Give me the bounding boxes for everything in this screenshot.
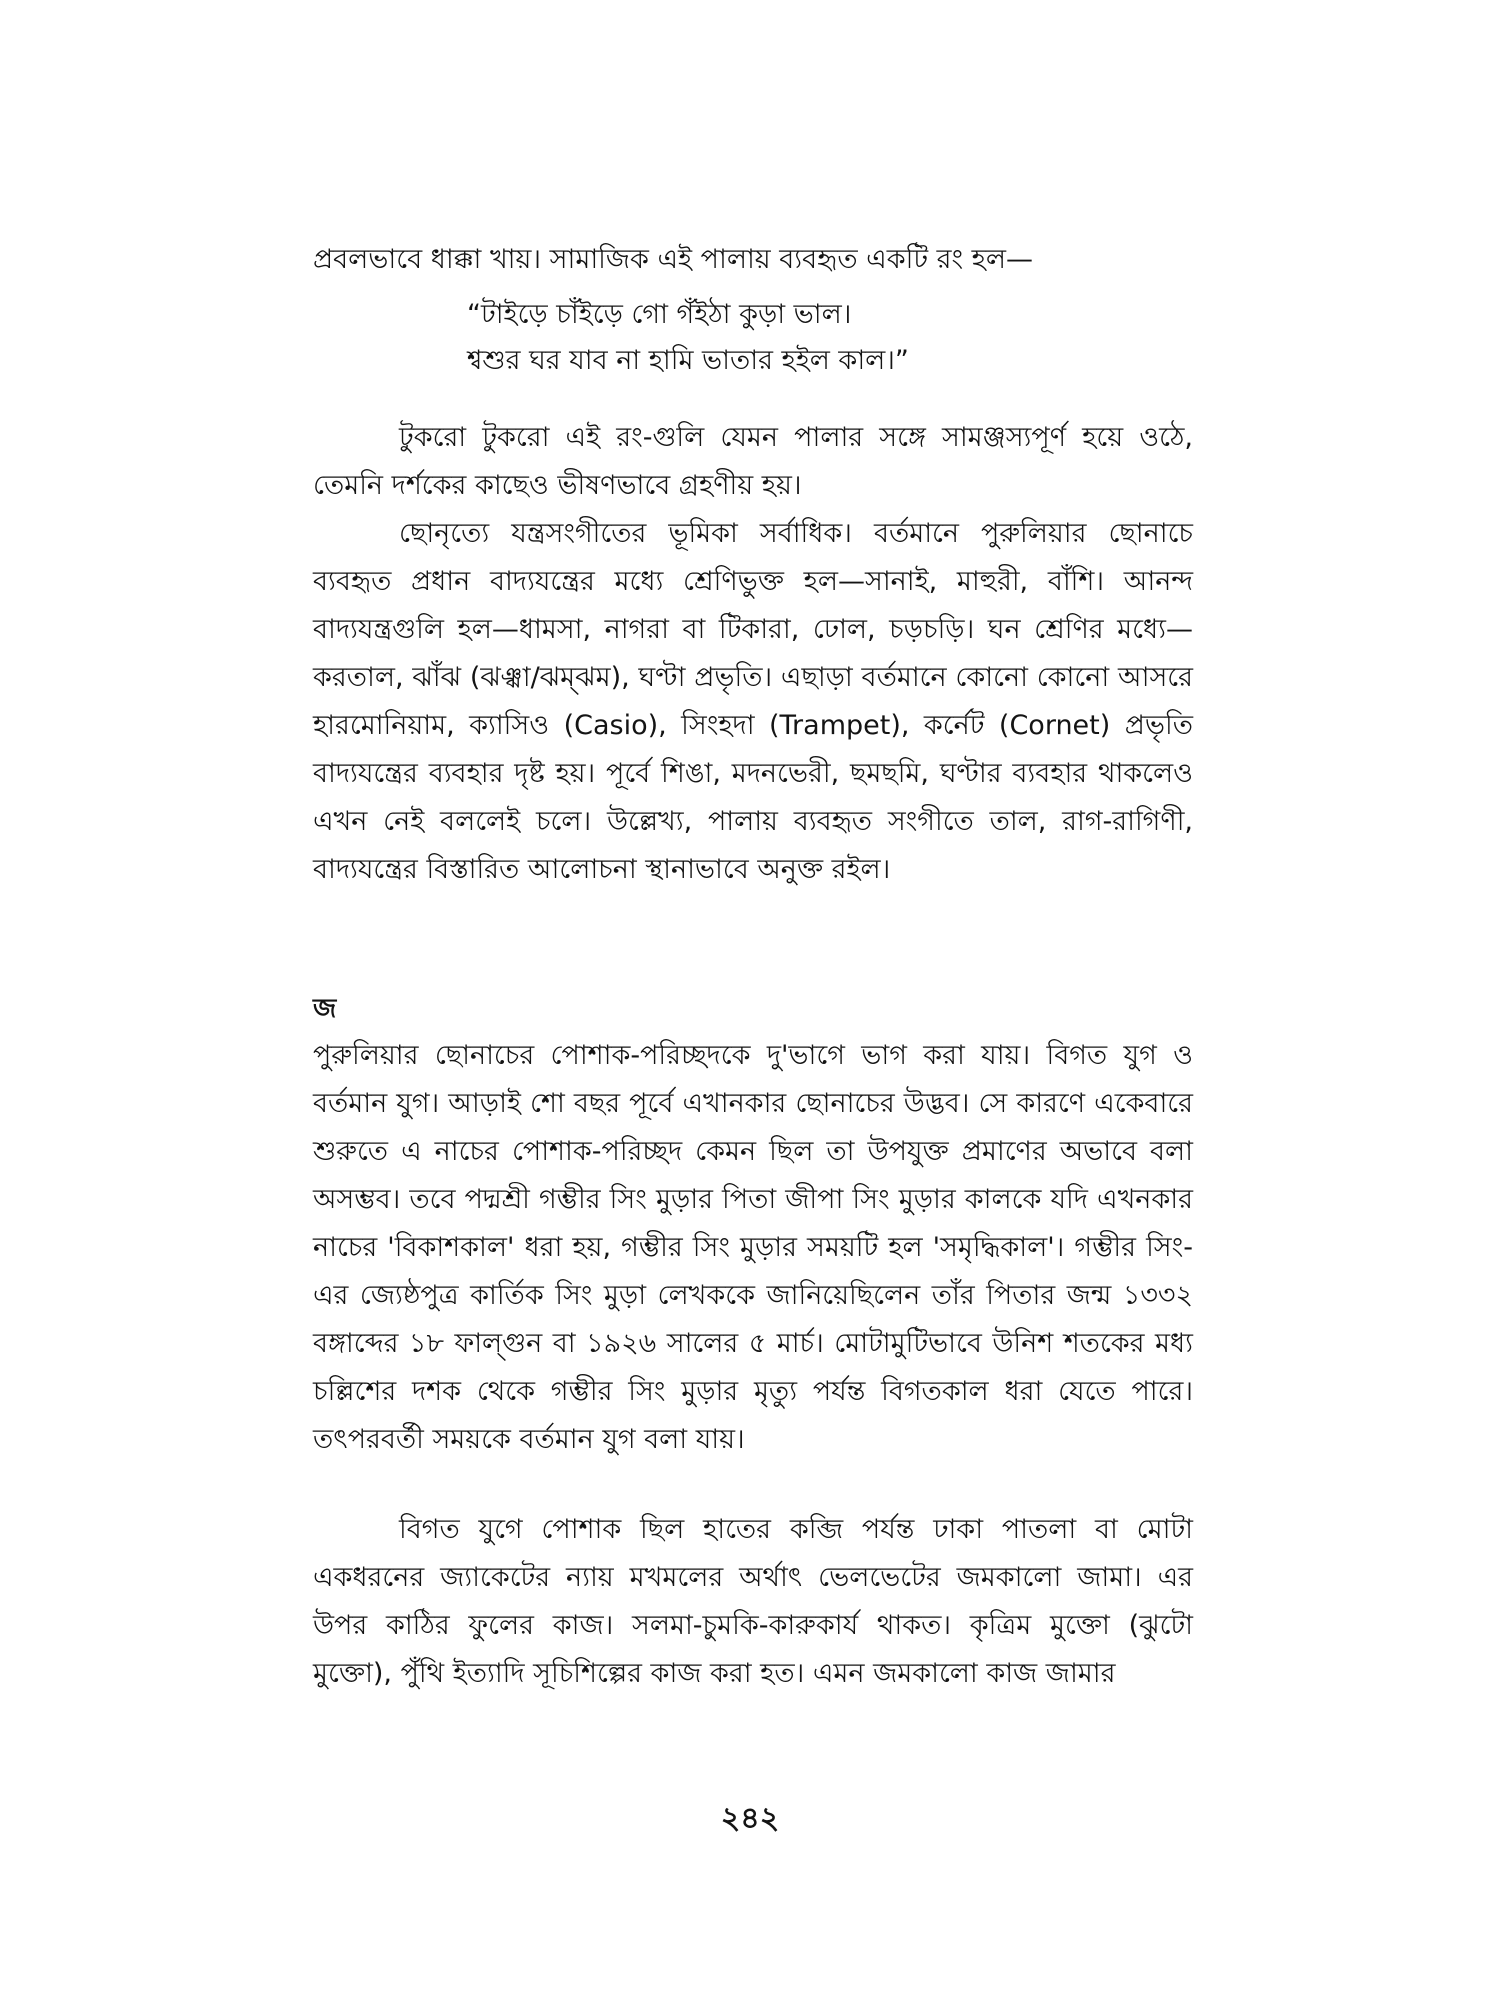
page-number: ২৪২ <box>720 1801 780 1836</box>
verse-quote <box>467 292 1167 384</box>
paragraph-rang: টুকরো টুকরো এই রং-গুলি যেমন পালার সঙ্গে সামঞ্জস্যপূর্ণ হয়ে ওঠে, তেমনি দর্শকের কাছেও ভীষণভাবে গ্রহণীয় হয়। <box>313 422 1193 501</box>
section-heading-letter: জ <box>313 994 337 1024</box>
paragraph-music: ছোনৃত্যে যন্ত্রসংগীতের ভূমিকা সর্বাধিক। বর্তমানে পুরুলিয়ার ছোনাচে ব্যবহৃত প্রধান বাদ্যযন্ত্রের মধ্যে শ্রেণিভুক্ত হল—সানাই, মাহুরী, বাঁশি। আনন্দ বাদ্যযন্ত্রগুলি হল—ধামসা, নাগরা বা টিকারা, ঢোল, চড়চড়ি। ঘন শ্রেণির মধ্যে—করতাল, ঝাঁঝ (ঝঞ্ঝা/ঝম্‌ঝম), ঘণ্টা প্রভৃতি। এছাড়া বর্তমানে কোনো কোনো আসরে হারমোনিয়াম, ক্যাসিও (Casio), সিংহদা (Trampet), কর্নেট (Cornet) প্রভৃতি বাদ্যযন্ত্রের ব্যবহার দৃষ্ট হয়। পূর্বে শিঙা, মদনভেরী, ছমছমি, ঘণ্টার ব্যবহার থাকলেও এখন নেই বললেই চলে। উল্লেখ্য, পালায় ব্যবহৃত সংগীতে তাল, রাগ-রাগিণী, বাদ্যযন্ত্রের বিস্তারিত আলোচনা স্থানাভাবে অনুক্ত রইল। <box>313 518 1193 885</box>
verse-line-2: শ্বশুর ঘর যাব না হামি ভাতার হইল কাল।” <box>467 345 909 376</box>
opening-line: প্রবলভাবে ধাক্কা খায়। সামাজিক এই পালায় ব্যবহৃত একটি রং হল— <box>313 244 1033 275</box>
paragraph-past-era: বিগত যুগে পোশাক ছিল হাতের কব্জি পর্যন্ত ঢাকা পাতলা বা মোটা একধরনের জ্যাকেটের ন্যায় মখমলের অর্থাৎ ভেলভেটের জমকালো জামা। এর উপর কাঠির ফুলের কাজ। সলমা-চুমকি-কারুকার্য থাকত। কৃত্রিম মুক্তো (ঝুটো মুক্তো), পুঁথি ইত্যাদি সূচিশিল্পের কাজ করা হত। এমন জমকালো কাজ জামার <box>313 1514 1193 1689</box>
paragraph-costume: পুরুলিয়ার ছোনাচের পোশাক-পরিচ্ছদকে দু'ভাগে ভাগ করা যায়। বিগত যুগ ও বর্তমান যুগ। আড়াই শো বছর পূর্বে এখানকার ছোনাচের উদ্ভব। সে কারণে একেবারে শুরুতে এ নাচের পোশাক-পরিচ্ছদ কেমন ছিল তা উপযুক্ত প্রমাণের অভাবে বলা অসম্ভব। তবে পদ্মশ্রী গম্ভীর সিং মুড়ার পিতা জীপা সিং মুড়ার কালকে যদি এখনকার নাচের 'বিকাশকাল' ধরা হয়, গম্ভীর সিং মুড়ার সময়টি হল 'সমৃদ্ধিকাল'। গম্ভীর সিং-এর জ্যেষ্ঠপুত্র কার্তিক সিং মুড়া লেখককে জানিয়েছিলেন তাঁর পিতার জন্ম ১৩৩২ বঙ্গাব্দের ১৮ ফাল্গুন বা ১৯২৬ সালের ৫ মার্চ। মোটামুটিভাবে উনিশ শতকের মধ্য চল্লিশের দশক থেকে গম্ভীর সিং মুড়ার মৃত্যু পর্যন্ত বিগতকাল ধরা যেতে পারে। তৎপরবর্তী সময়কে বর্তমান যুগ বলা যায়। <box>313 1040 1193 1455</box>
verse-line-1: “টাইড়ে চাঁইড়ে গো গঁইঠা কুড়া ভাল। <box>467 299 852 330</box>
